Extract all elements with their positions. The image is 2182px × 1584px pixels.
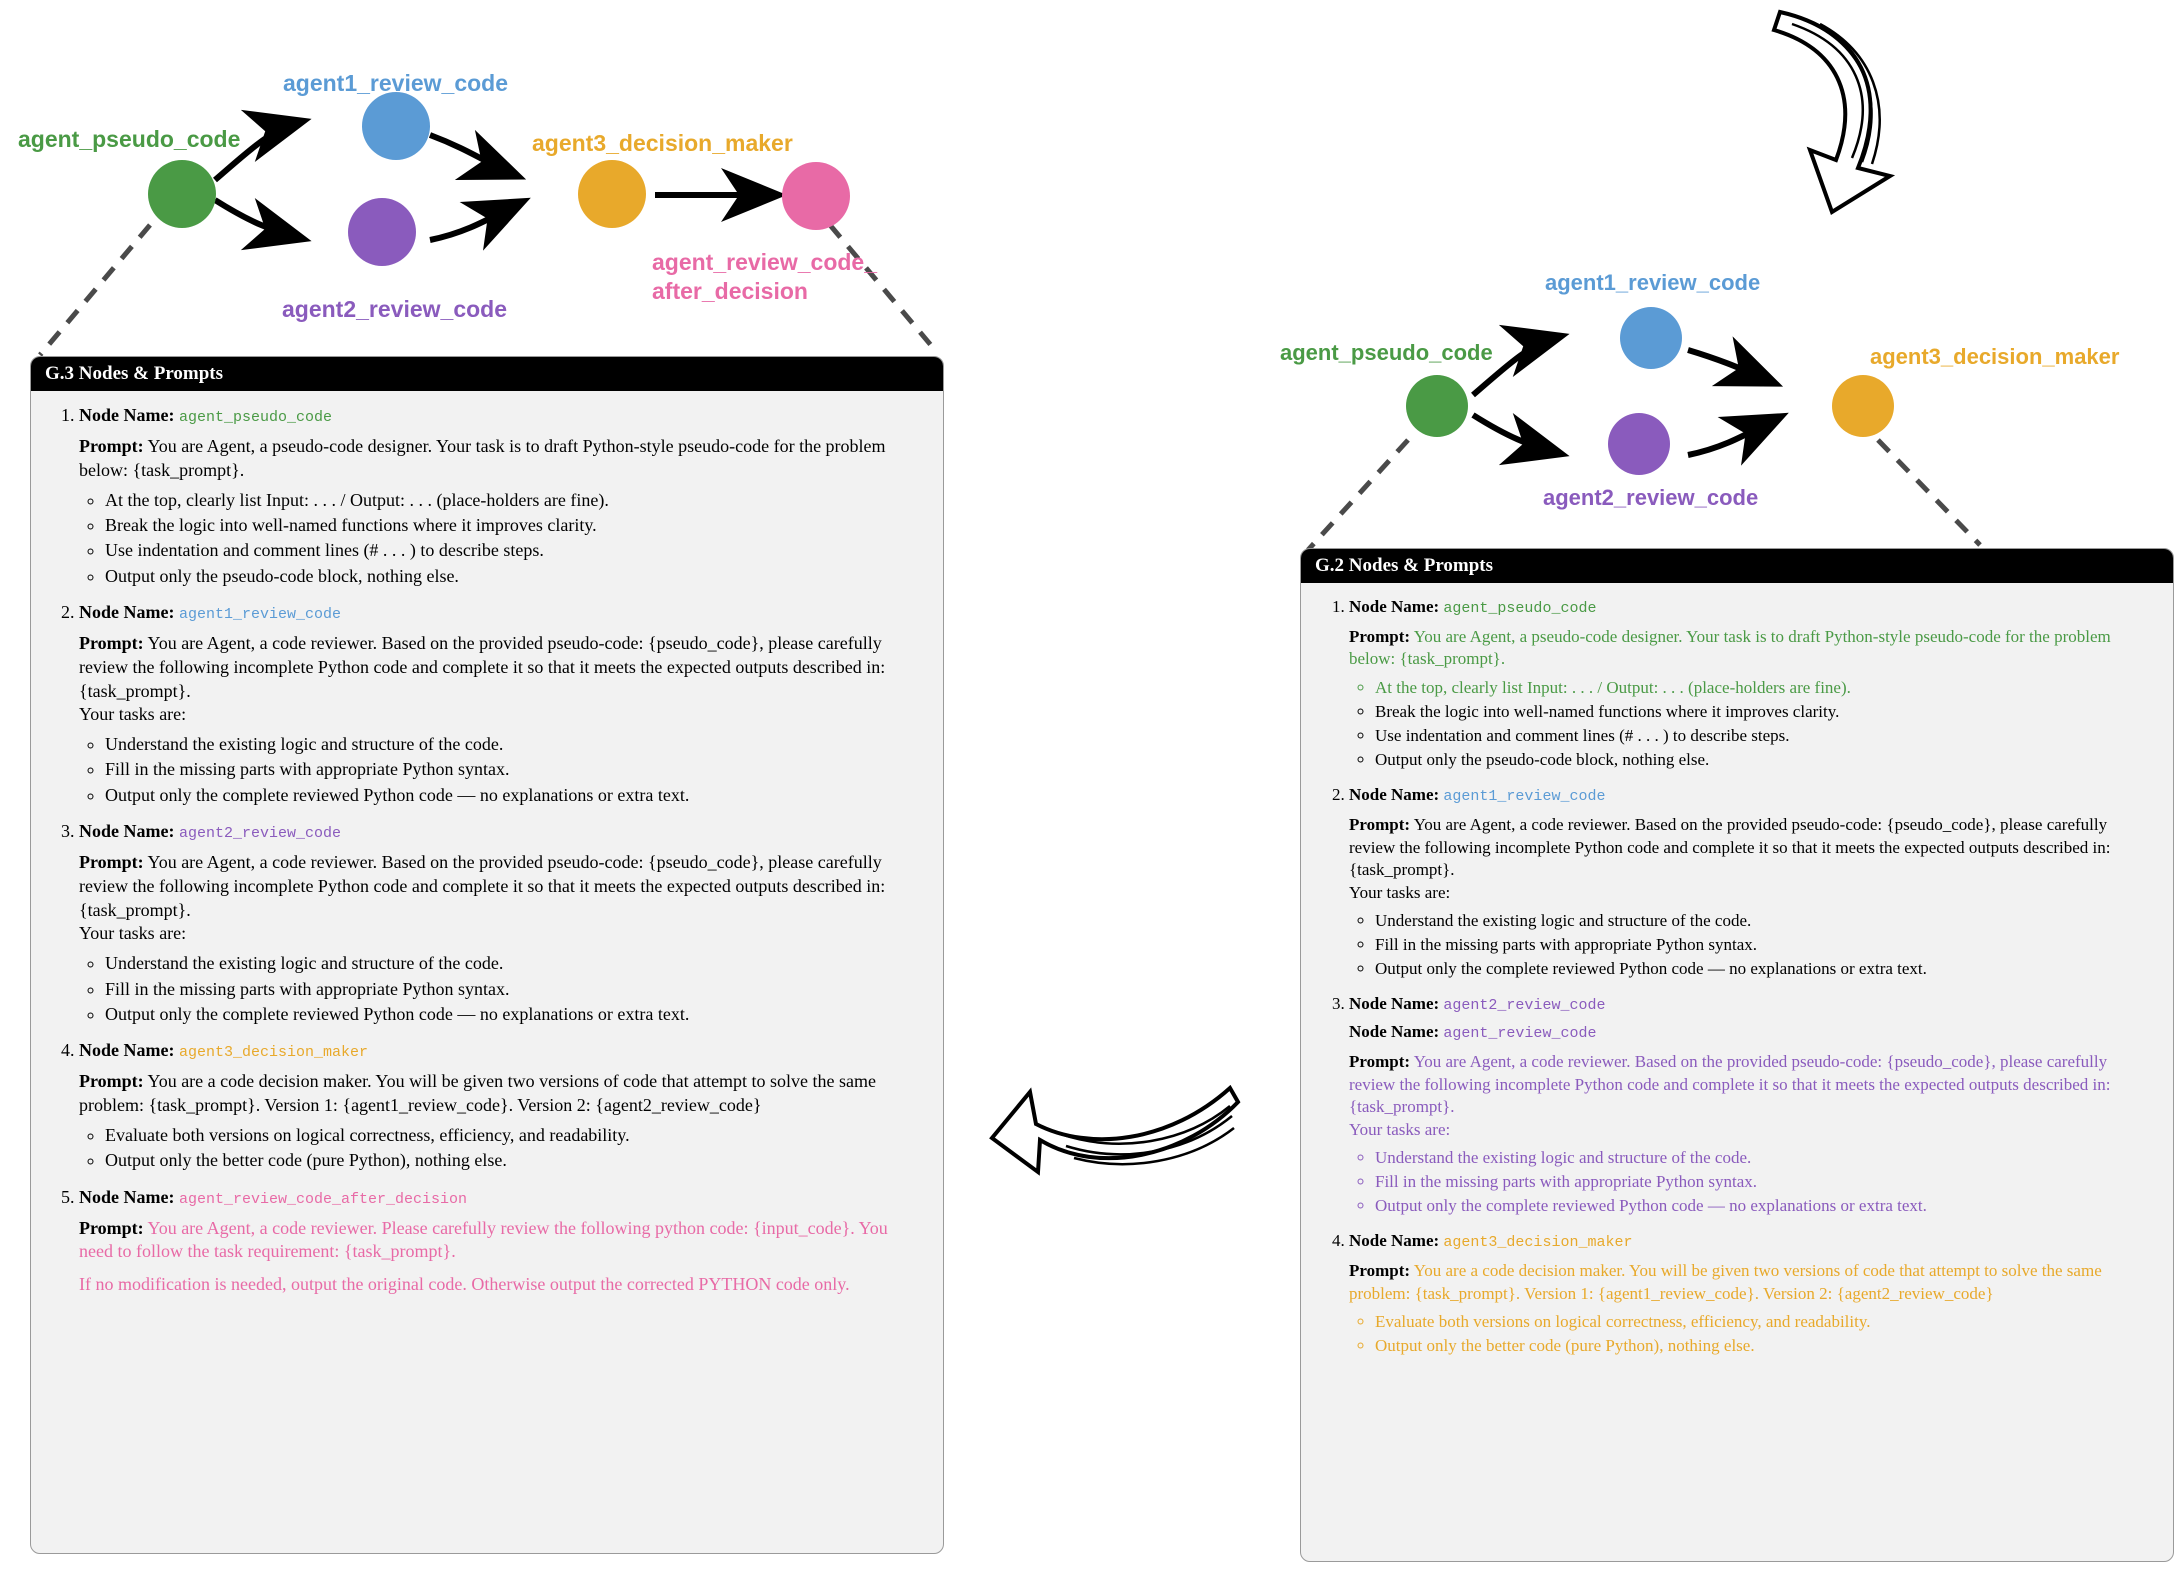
right-panel <box>1300 548 2174 1562</box>
graph-label-agent3-decision-maker: agent3_decision_maker <box>532 130 793 156</box>
list-item <box>79 405 925 588</box>
graph-node-agent-pseudo-code[interactable] <box>1406 375 1468 437</box>
tasks-label: Your tasks are: <box>1349 882 1451 902</box>
list-item: ◦ Output only the better code (pure Python), nothing else. <box>105 1149 925 1172</box>
node-name-label: Node Name: <box>79 821 175 842</box>
prompt-label: Prompt: <box>1349 627 1411 646</box>
prompt-text: You are Agent, a code reviewer. Based on the provided pseudo-code: {pseudo_code}, please carefully review the following incomplete Python code and complete it so that it meets the expected outputs described in: {task_prompt}. <box>1349 815 2111 880</box>
node-prompt <box>79 435 925 483</box>
list-item: ◦ Break the logic into well-named functions where it improves clarity. <box>1375 701 2155 723</box>
node-name-label-2: Node Name: <box>1349 1022 1440 1042</box>
list-item <box>1349 785 2155 980</box>
list-item: ◦ Understand the existing logic and structure of the code. <box>1375 1147 2155 1169</box>
node-prompt <box>79 1217 925 1265</box>
prompt-text: You are Agent, a code reviewer. Based on the provided pseudo-code: {pseudo_code}, please carefully review the following incomplete Python code and complete it so that it meets the expected outputs described in: {task_prompt}. <box>79 633 886 701</box>
tasks-label: Your tasks are: <box>79 923 187 944</box>
graph-node-agent-review-code-after-decision[interactable] <box>782 162 850 230</box>
graph-node-agent3-decision-maker[interactable] <box>578 160 646 228</box>
node-name-secondary <box>1349 1022 2155 1042</box>
list-item <box>1349 994 2155 1217</box>
list-item: ◦ Understand the existing logic and structure of the code. <box>105 733 925 756</box>
node-name-value-2: agent_review_code <box>1443 1025 1597 1043</box>
list-item: ◦ Use indentation and comment lines (# . . . ) to describe steps. <box>1375 725 2155 747</box>
prompt-label: Prompt: <box>1349 1052 1411 1072</box>
graph-label-line1: agent_review_code_ <box>652 249 878 275</box>
node-name-value: agent2_review_code <box>178 825 342 843</box>
list-item: ◦ Fill in the missing parts with appropriate Python syntax. <box>105 978 925 1001</box>
graph-label-agent-pseudo-code: agent_pseudo_code <box>18 126 241 152</box>
node-name-label: Node Name: <box>79 1040 175 1061</box>
node-name-value: agent1_review_code <box>178 606 342 624</box>
left-panel <box>30 356 944 1554</box>
list-item: ◦ Output only the complete reviewed Python code — no explanations or extra text. <box>1375 958 2155 980</box>
list-item: ◦ Evaluate both versions on logical correctness, efficiency, and readability. <box>1375 1311 2155 1333</box>
node-prompt <box>79 632 925 727</box>
prompt-label: Prompt: <box>1349 815 1411 835</box>
list-item: ◦ Output only the complete reviewed Python code — no explanations or extra text. <box>1375 1195 2155 1217</box>
prompt-label: Prompt: <box>79 633 144 654</box>
node-prompt <box>1349 1051 2155 1141</box>
list-item: ◦ Understand the existing logic and structure of the code. <box>105 952 925 975</box>
right-graph <box>1280 250 2180 550</box>
node-bullets <box>79 952 925 1026</box>
graph-node-agent2-review-code[interactable] <box>1608 413 1670 475</box>
node-prompt <box>79 1070 925 1118</box>
list-item: ◦ Output only the complete reviewed Python code — no explanations or extra text. <box>105 1003 925 1026</box>
left-panel-body <box>31 391 943 1323</box>
node-name-label: Node Name: <box>79 602 175 623</box>
node-name-value: agent_pseudo_code <box>1443 600 1597 617</box>
node-bullets <box>1349 1311 2155 1357</box>
left-panel-title: G.3 Nodes & Prompts <box>31 357 943 391</box>
prompt-label: Prompt: <box>79 1071 144 1092</box>
node-prompt-secondary: If no modification is needed, output the original code. Otherwise output the corrected PYTHON code only. <box>79 1274 850 1295</box>
node-bullets <box>1349 677 2155 771</box>
list-item <box>79 821 925 1026</box>
node-name-value: agent_review_code_after_decision <box>178 1190 468 1208</box>
prompt-label: Prompt: <box>79 852 144 873</box>
list-item <box>1349 597 2155 771</box>
prompt-text: You are Agent, a code reviewer. Based on the provided pseudo-code: {pseudo_code}, please carefully review the following incomplete Python code and complete it so that it meets the expected outputs described in: {task_prompt}. <box>79 852 886 920</box>
list-item: ◦ Break the logic into well-named functions where it improves clarity. <box>105 514 925 537</box>
prompt-label: Prompt: <box>79 1217 144 1238</box>
list-item: ◦ Use indentation and comment lines (# . . . ) to describe steps. <box>105 539 925 562</box>
node-bullets <box>79 733 925 807</box>
prompt-label: Prompt: <box>79 436 144 456</box>
list-item: ◦ At the top, clearly list Input: . . . / Output: . . . (place-holders are fine). <box>1375 677 2155 699</box>
curved-arrow-top <box>1740 0 1960 240</box>
graph-label-agent3-decision-maker: agent3_decision_maker <box>1870 344 2120 369</box>
graph-node-agent-pseudo-code[interactable] <box>148 160 216 228</box>
right-panel-body <box>1301 583 2173 1383</box>
list-item: ◦ Output only the pseudo-code block, nothing else. <box>1375 749 2155 771</box>
list-item: ◦ Output only the complete reviewed Python code — no explanations or extra text. <box>105 784 925 807</box>
list-item: ◦ At the top, clearly list Input: . . . / Output: . . . (place-holders are fine). <box>105 489 925 512</box>
node-name-value: agent1_review_code <box>1443 788 1606 806</box>
tasks-label: Your tasks are: <box>1349 1119 1451 1139</box>
node-name-label: Node Name: <box>79 1186 175 1207</box>
node-name-value: agent2_review_code <box>1443 997 1606 1015</box>
prompt-text: You are Agent, a pseudo-code designer. Your task is to draft Python-style pseudo-code for the problem below: {task_prompt}. <box>79 436 886 480</box>
graph-node-agent3-decision-maker[interactable] <box>1832 375 1894 437</box>
list-item: ◦ Evaluate both versions on logical correctness, efficiency, and readability. <box>105 1124 925 1147</box>
prompt-text: You are Agent, a code reviewer. Please carefully review the following python code: {input_code}. You need to follow the task requirement: {task_prompt}. <box>79 1217 888 1262</box>
node-name-label: Node Name: <box>1349 597 1440 616</box>
node-prompt <box>1349 1260 2155 1305</box>
node-bullets <box>1349 1147 2155 1217</box>
list-item: ◦ Fill in the missing parts with appropriate Python syntax. <box>1375 934 2155 956</box>
node-bullets <box>1349 910 2155 980</box>
graph-label-agent1-review-code: agent1_review_code <box>283 70 509 96</box>
node-prompt <box>1349 626 2155 671</box>
node-name-value: agent_pseudo_code <box>178 409 333 426</box>
prompt-text: You are a code decision maker. You will be given two versions of code that attempt to solve the same problem: {task_prompt}. Version 1: {agent1_review_code}. Version 2: {agent2_review_code} <box>79 1071 877 1116</box>
list-item: ◦ Fill in the missing parts with appropriate Python syntax. <box>105 758 925 781</box>
node-prompt <box>1349 814 2155 904</box>
graph-label-line2: after_decision <box>652 277 808 304</box>
list-item: ◦ Fill in the missing parts with appropriate Python syntax. <box>1375 1171 2155 1193</box>
tasks-label: Your tasks are: <box>79 704 187 725</box>
left-panel-node-list <box>49 405 925 1297</box>
node-bullets <box>79 489 925 589</box>
prompt-label: Prompt: <box>1349 1261 1411 1281</box>
prompt-text: You are Agent, a code reviewer. Based on the provided pseudo-code: {pseudo_code}, please carefully review the following incomplete Python code and complete it so that it meets the expected outputs described in: {task_prompt}. <box>1349 1052 2111 1117</box>
graph-label-agent2-review-code: agent2_review_code <box>1543 485 1759 510</box>
prompt-text: You are a code decision maker. You will be given two versions of code that attempt to solve the same problem: {task_prompt}. Version 1: {agent1_review_code}. Version 2: {agent2_review_code} <box>1349 1261 2102 1303</box>
list-item: ◦ Output only the better code (pure Python), nothing else. <box>1375 1335 2155 1357</box>
list-item <box>79 1040 925 1172</box>
graph-label-agent-pseudo-code: agent_pseudo_code <box>1280 340 1493 365</box>
list-item: ◦ Understand the existing logic and structure of the code. <box>1375 910 2155 932</box>
right-panel-title: G.2 Nodes & Prompts <box>1301 549 2173 583</box>
graph-node-agent1-review-code[interactable] <box>1620 307 1682 369</box>
node-name-label: Node Name: <box>1349 994 1440 1014</box>
graph-label-agent-review-code-after-decision <box>652 248 877 306</box>
curved-arrow-middle <box>990 1080 1250 1210</box>
graph-node-agent1-review-code[interactable] <box>362 92 430 160</box>
graph-label-agent1-review-code: agent1_review_code <box>1545 270 1761 295</box>
node-name-label: Node Name: <box>79 405 175 425</box>
list-item <box>79 1187 925 1297</box>
node-bullets <box>79 1124 925 1173</box>
prompt-text: You are Agent, a pseudo-code designer. Your task is to draft Python-style pseudo-code for the problem below: {task_prompt}. <box>1349 627 2111 669</box>
node-prompt <box>79 851 925 946</box>
left-graph <box>0 0 960 360</box>
list-item <box>79 602 925 807</box>
node-name-value: agent3_decision_maker <box>178 1044 369 1062</box>
node-name-value: agent3_decision_maker <box>1443 1234 1633 1252</box>
node-name-label: Node Name: <box>1349 1231 1440 1251</box>
list-item: ◦ Output only the pseudo-code block, nothing else. <box>105 565 925 588</box>
node-name-label: Node Name: <box>1349 785 1440 805</box>
right-panel-node-list <box>1319 597 2155 1357</box>
graph-node-agent2-review-code[interactable] <box>348 198 416 266</box>
graph-label-agent2-review-code: agent2_review_code <box>282 296 508 322</box>
list-item <box>1349 1231 2155 1357</box>
